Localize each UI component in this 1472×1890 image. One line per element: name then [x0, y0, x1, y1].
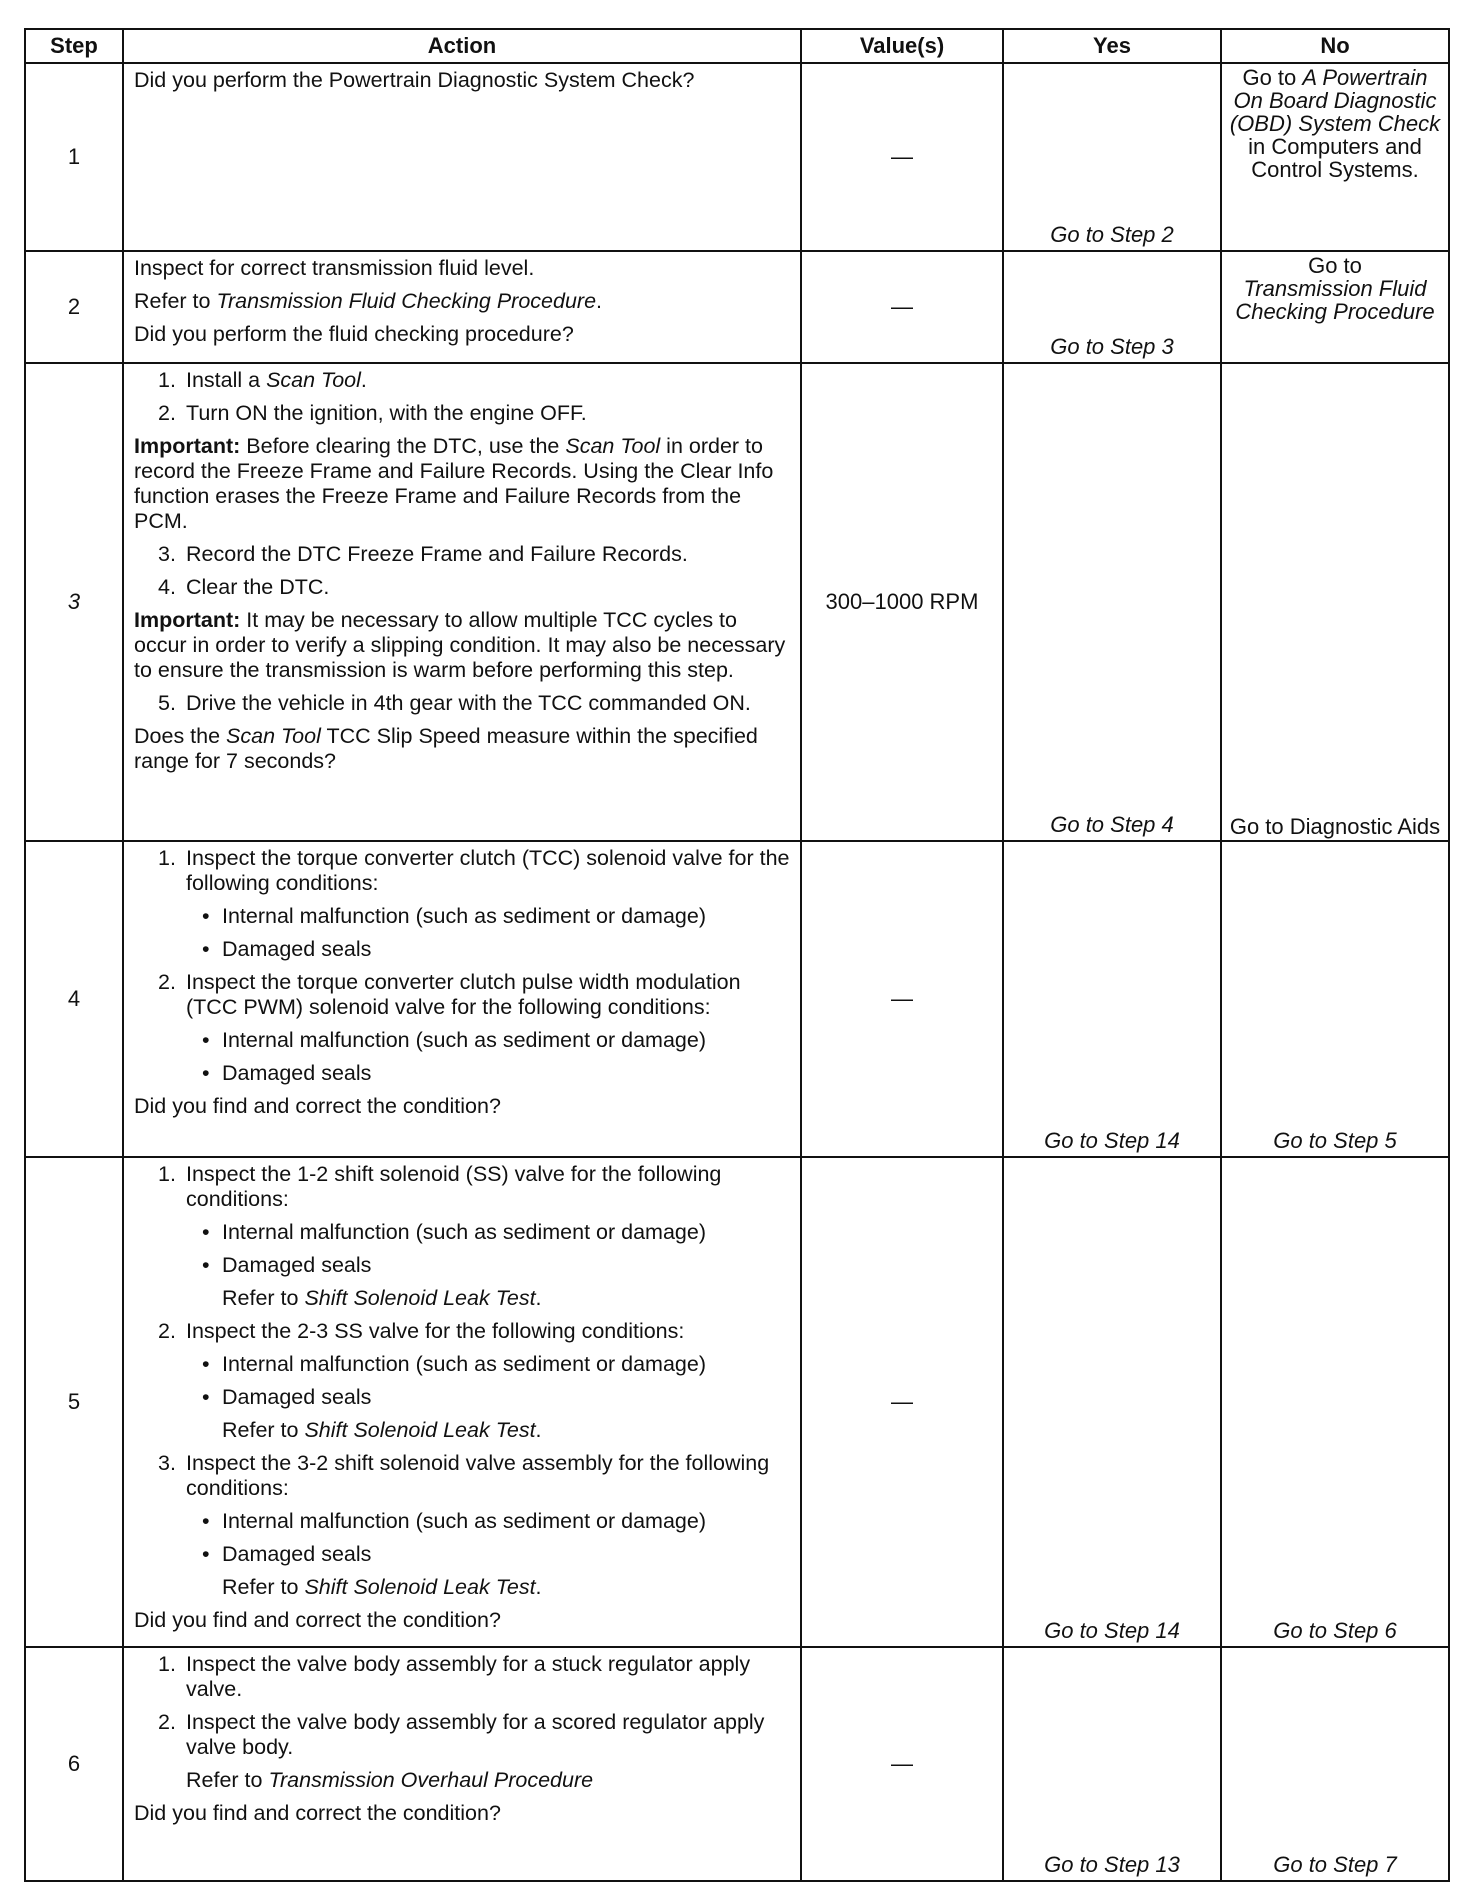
text: Refer to [222, 1575, 305, 1599]
bullet-item [134, 1061, 792, 1086]
step-number: 5 [25, 1157, 123, 1647]
table-row [25, 363, 1449, 841]
bullet-item [134, 1028, 792, 1053]
value-cell: — [801, 251, 1003, 363]
no-link[interactable]: Go to Diagnostic Aids [1221, 363, 1449, 841]
yes-link[interactable]: Go to Step 14 [1003, 1157, 1221, 1647]
text: Refer to [186, 1768, 269, 1792]
step-number: 6 [25, 1647, 123, 1881]
text: Clear the DTC. [186, 575, 330, 599]
step-number: 2 [25, 251, 123, 363]
action-question: Did you perform the Powertrain Diagnostic System Check? [134, 68, 695, 92]
action-cell [123, 1647, 801, 1881]
item-number: 3. [158, 1451, 176, 1475]
text: Internal malfunction (such as sediment or damage) [222, 904, 706, 928]
item-number: 5. [158, 691, 176, 715]
action-line: Inspect for correct transmission fluid level. [134, 256, 535, 280]
tool-name: Scan Tool [226, 724, 321, 748]
bullet-icon: • [202, 1220, 210, 1244]
text: Install a [186, 368, 267, 392]
text: Inspect the torque converter clutch pulse width modulation (TCC PWM) solenoid valve for the following conditions: [186, 970, 741, 1019]
text: . [596, 289, 603, 313]
diagnostic-table [24, 28, 1450, 1882]
bullet-icon: • [202, 937, 210, 961]
numbered-item [134, 1319, 792, 1344]
bullet-item [134, 1352, 792, 1377]
no-prefix: Go to [1242, 65, 1303, 90]
procedure-link[interactable]: Shift Solenoid Leak Test [304, 1286, 536, 1310]
header-yes: Yes [1003, 29, 1221, 63]
reference-line [134, 1575, 792, 1600]
numbered-item [134, 1652, 792, 1702]
text: Before clearing the DTC, use the [240, 434, 566, 458]
diagnostic-table-container [24, 28, 1448, 1878]
table-row [25, 63, 1449, 251]
important-label: Important: [134, 434, 241, 458]
header-step: Step [25, 29, 123, 63]
action-cell [123, 841, 801, 1157]
no-suffix: in Computers and Control Systems. [1248, 134, 1422, 182]
text: . [535, 1286, 542, 1310]
text: Damaged seals [222, 937, 372, 961]
important-note [134, 608, 792, 683]
text: Internal malfunction (such as sediment or damage) [222, 1220, 706, 1244]
text: Internal malfunction (such as sediment or damage) [222, 1352, 706, 1376]
numbered-item [134, 970, 792, 1020]
yes-link[interactable]: Go to Step 3 [1003, 251, 1221, 363]
text: Internal malfunction (such as sediment or damage) [222, 1028, 706, 1052]
text: Turn ON the ignition, with the engine OFF. [186, 401, 587, 425]
text: Damaged seals [222, 1061, 372, 1085]
no-prefix: Go to [1308, 253, 1362, 278]
text: Internal malfunction (such as sediment or damage) [222, 1509, 706, 1533]
text: Inspect the 1-2 shift solenoid (SS) valve for the following conditions: [186, 1162, 722, 1211]
text: Refer to [222, 1418, 305, 1442]
important-note [134, 434, 792, 534]
item-number: 2. [158, 401, 176, 425]
bullet-item [134, 1385, 792, 1410]
bullet-item [134, 1253, 792, 1278]
bullet-icon: • [202, 1253, 210, 1277]
important-label: Important: [134, 608, 241, 632]
text: Inspect the valve body assembly for a scored regulator apply valve body. [186, 1710, 765, 1759]
text: Refer to [134, 289, 217, 313]
procedure-link[interactable]: Transmission Fluid Checking Procedure [216, 289, 597, 313]
item-number: 2. [158, 1710, 176, 1734]
text: Inspect the valve body assembly for a stuck regulator apply valve. [186, 1652, 751, 1701]
text: Drive the vehicle in 4th gear with the TCC commanded ON. [186, 691, 751, 715]
item-number: 2. [158, 970, 176, 994]
procedure-link[interactable]: Transmission Overhaul Procedure [268, 1768, 594, 1792]
reference-line [134, 1418, 792, 1443]
text: Refer to [222, 1286, 305, 1310]
text: in order to record the Freeze Frame and Failure Records. Using the Clear Info function erases the Freeze Frame and Failure Records from the PCM. [134, 434, 774, 533]
bullet-icon: • [202, 1509, 210, 1533]
no-link[interactable]: A Powertrain On Board Diagnostic (OBD) System Check [1229, 65, 1441, 136]
yes-link[interactable]: Go to Step 2 [1003, 63, 1221, 251]
header-values: Value(s) [801, 29, 1003, 63]
item-number: 1. [158, 846, 176, 870]
bullet-icon: • [202, 1061, 210, 1085]
yes-link[interactable]: Go to Step 14 [1003, 841, 1221, 1157]
numbered-item [134, 1710, 792, 1760]
yes-link[interactable]: Go to Step 4 [1003, 363, 1221, 841]
no-cell [1221, 251, 1449, 363]
procedure-link[interactable]: Shift Solenoid Leak Test [304, 1418, 536, 1442]
text: . [535, 1418, 542, 1442]
text: Does the [134, 724, 227, 748]
text: . [535, 1575, 542, 1599]
table-row [25, 1157, 1449, 1647]
numbered-item [134, 368, 792, 393]
no-link[interactable]: Go to Step 5 [1221, 841, 1449, 1157]
no-link[interactable]: Transmission Fluid Checking Procedure [1235, 276, 1435, 324]
bullet-icon: • [202, 1352, 210, 1376]
text: Record the DTC Freeze Frame and Failure Records. [186, 542, 688, 566]
item-number: 1. [158, 1162, 176, 1186]
item-number: 2. [158, 1319, 176, 1343]
action-cell [123, 363, 801, 841]
text: Inspect the 3-2 shift solenoid valve assembly for the following conditions: [186, 1451, 770, 1500]
numbered-item [134, 542, 792, 567]
action-question [134, 724, 792, 774]
header-action: Action [123, 29, 801, 63]
bullet-item [134, 904, 792, 929]
numbered-item [134, 691, 792, 716]
procedure-link[interactable]: Shift Solenoid Leak Test [304, 1575, 536, 1599]
bullet-icon: • [202, 904, 210, 928]
header-no: No [1221, 29, 1449, 63]
action-question: Did you find and correct the condition? [134, 1608, 501, 1632]
item-number: 1. [158, 368, 176, 392]
text: . [360, 368, 367, 392]
table-row [25, 1647, 1449, 1881]
yes-link[interactable]: Go to Step 13 [1003, 1647, 1221, 1881]
text: Damaged seals [222, 1253, 372, 1277]
value-cell: — [801, 841, 1003, 1157]
bullet-icon: • [202, 1028, 210, 1052]
numbered-item [134, 846, 792, 896]
bullet-icon: • [202, 1542, 210, 1566]
bullet-icon: • [202, 1385, 210, 1409]
numbered-item [134, 1451, 792, 1501]
action-question: Did you find and correct the condition? [134, 1801, 501, 1825]
step-number: 1 [25, 63, 123, 251]
numbered-item [134, 1162, 792, 1212]
action-line [134, 289, 792, 314]
action-cell [123, 1157, 801, 1647]
numbered-item [134, 401, 792, 426]
table-row [25, 841, 1449, 1157]
text: TCC Slip Speed measure within the specified range for 7 seconds? [134, 724, 758, 773]
text: Inspect the torque converter clutch (TCC) solenoid valve for the following conditions: [186, 846, 790, 895]
no-link[interactable]: Go to Step 6 [1221, 1157, 1449, 1647]
numbered-item [134, 575, 792, 600]
value-cell: — [801, 1157, 1003, 1647]
header-row [25, 29, 1449, 63]
reference-line [134, 1286, 792, 1311]
table-row [25, 251, 1449, 363]
bullet-item [134, 1509, 792, 1534]
tool-name: Scan Tool [565, 434, 661, 458]
value-cell: — [801, 1647, 1003, 1881]
value-cell: 300–1000 RPM [801, 363, 1003, 841]
step-number: 4 [25, 841, 123, 1157]
reference-line [134, 1768, 792, 1793]
bullet-item [134, 1542, 792, 1567]
text: Damaged seals [222, 1385, 372, 1409]
no-link[interactable]: Go to Step 7 [1221, 1647, 1449, 1881]
action-cell [123, 251, 801, 363]
item-number: 4. [158, 575, 176, 599]
item-number: 1. [158, 1652, 176, 1676]
action-question: Did you find and correct the condition? [134, 1094, 501, 1118]
tool-name: Scan Tool [266, 368, 361, 392]
value-cell: — [801, 63, 1003, 251]
no-cell [1221, 63, 1449, 251]
bullet-item [134, 1220, 792, 1245]
text: Inspect the 2-3 SS valve for the following conditions: [186, 1319, 685, 1343]
item-number: 3. [158, 542, 176, 566]
step-number: 3 [25, 363, 123, 841]
action-question: Did you perform the fluid checking procedure? [134, 322, 574, 346]
text: Damaged seals [222, 1542, 372, 1566]
text: It may be necessary to allow multiple TCC cycles to occur in order to verify a slipping condition. It may also be necessary to ensure the transmission is warm before performing this step. [134, 608, 786, 682]
bullet-item [134, 937, 792, 962]
action-cell [123, 63, 801, 251]
